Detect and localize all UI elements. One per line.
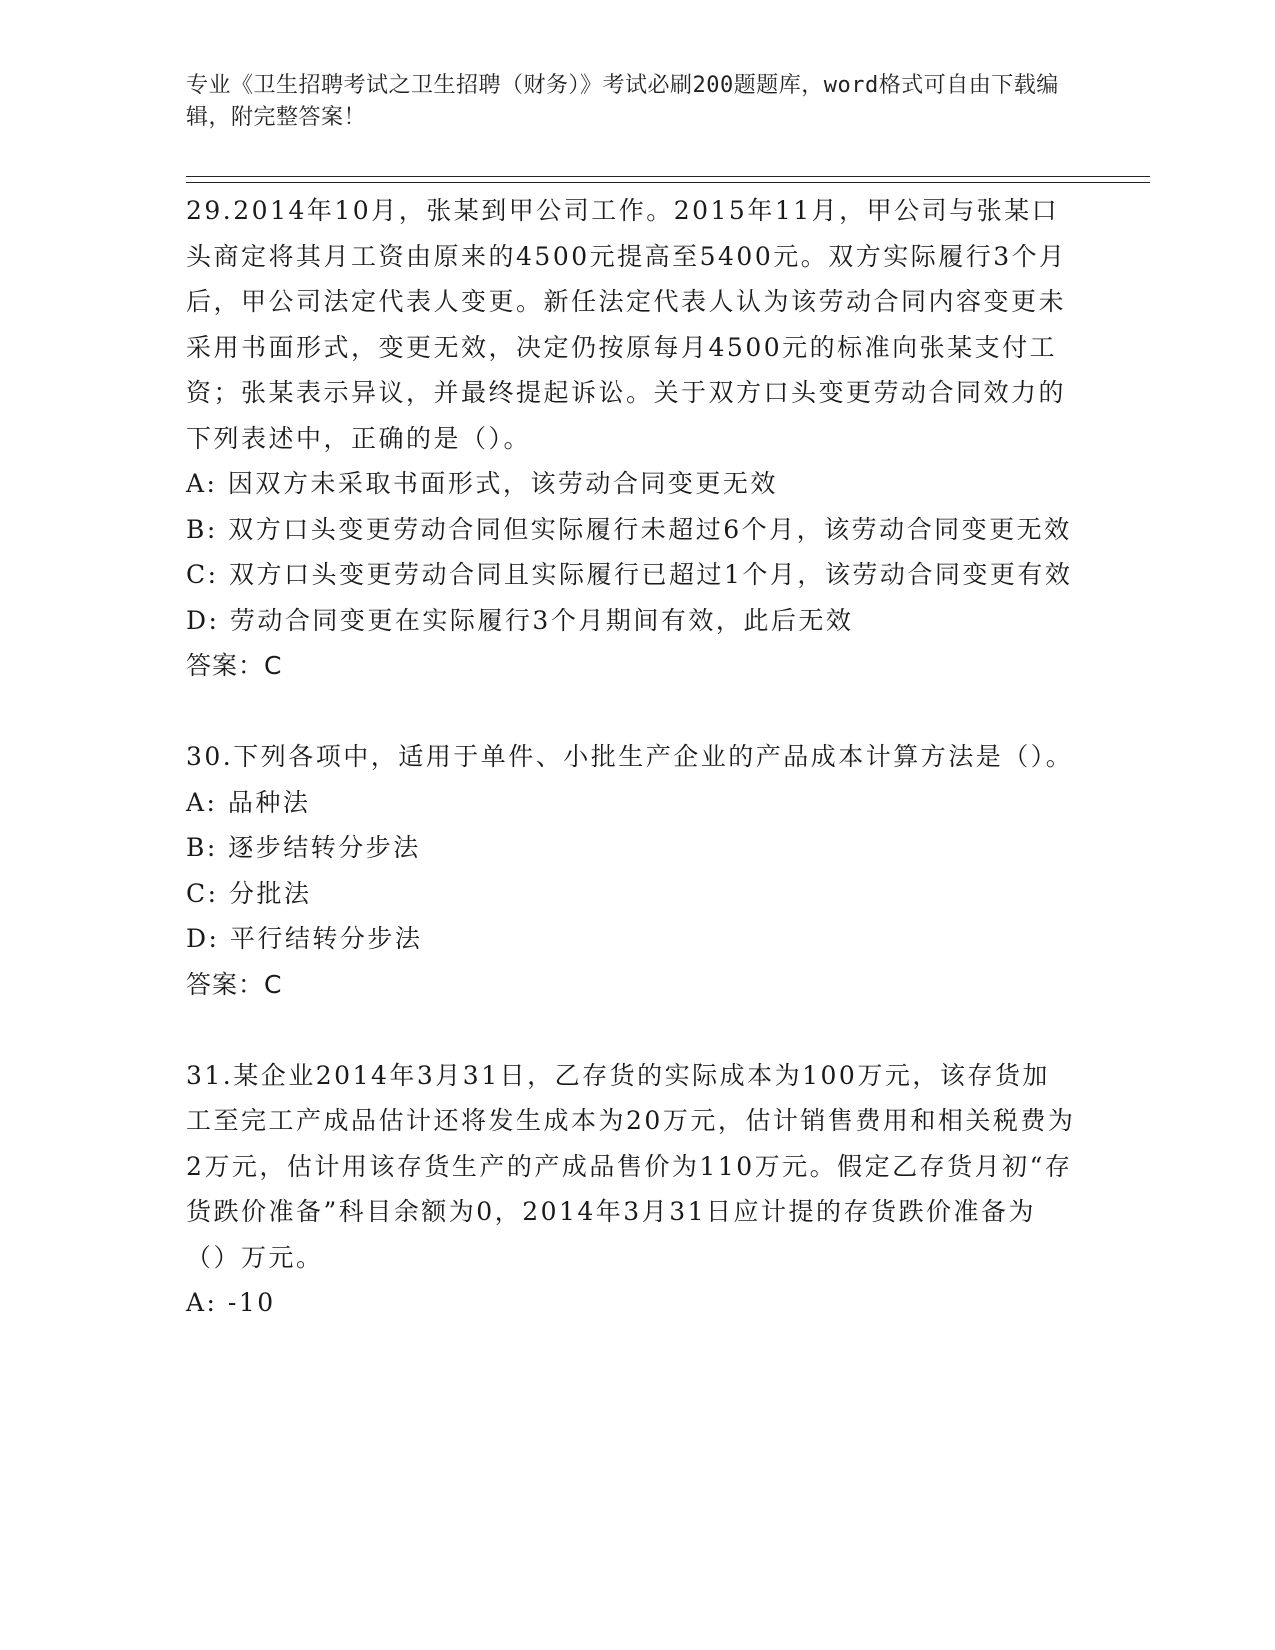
option-b: B: 逐步结转分步法 bbox=[186, 833, 421, 862]
answer: 答案：C bbox=[186, 969, 283, 999]
option-a: A: 品种法 bbox=[186, 787, 311, 817]
header-rule-top bbox=[186, 176, 1150, 177]
spacer bbox=[186, 1007, 1076, 1053]
header-rule-bottom bbox=[186, 182, 1150, 183]
document-header bbox=[186, 70, 1066, 134]
header-title: 专业《卫生招聘考试之卫生招聘（财务）》考试必刷200题题库，word格式可自由下载编辑，附完整答案！ bbox=[186, 73, 1059, 130]
question-29 bbox=[186, 188, 1076, 689]
option-c: C: 双方口头变更劳动合同且实际履行已超过1个月，该劳动合同变更有效 bbox=[186, 560, 1073, 589]
option-d: D: 平行结转分步法 bbox=[186, 924, 423, 953]
question-stem: 30.下列各项中，适用于单件、小批生产企业的产品成本计算方法是（）。 bbox=[186, 742, 1074, 771]
option-b: B: 双方口头变更劳动合同但实际履行未超过6个月，该劳动合同变更无效 bbox=[186, 514, 1072, 544]
question-30 bbox=[186, 734, 1076, 1007]
spacer bbox=[186, 689, 1076, 735]
option-a: A: 因双方未采取书面形式，该劳动合同变更无效 bbox=[186, 469, 778, 498]
answer: 答案：C bbox=[186, 651, 283, 680]
option-a: A: -10 bbox=[186, 1288, 276, 1317]
question-list bbox=[186, 188, 1076, 1326]
option-c: C: 分批法 bbox=[186, 878, 312, 908]
option-d: D: 劳动合同变更在实际履行3个月期间有效，此后无效 bbox=[186, 605, 854, 635]
question-stem: 31.某企业2014年3月31日，乙存货的实际成本为100万元，该存货加工至完工产成品估计还将发生成本为20万元，估计销售费用和相关税费为2万元，估计用该存货生产的产成品售价为110万元。假定乙存货月初“存货跌价准备”科目余额为0，2014年3月31日应计提的存货跌价准备为（）万元。 bbox=[186, 1060, 1076, 1272]
question-stem: 29.2014年10月，张某到甲公司工作。2015年11月，甲公司与张某口头商定将其月工资由原来的4500元提高至5400元。双方实际履行3个月后，甲公司法定代表人变更。新任法定代表人认为该劳动合同内容变更未采用书面形式，变更无效，决定仍按原每月4500元的标准向张某支付工资；张某表示异议，并最终提起诉讼。关于双方口头变更劳动合同效力的下列表述中，正确的是（）。 bbox=[186, 196, 1067, 453]
question-31 bbox=[186, 1053, 1076, 1326]
